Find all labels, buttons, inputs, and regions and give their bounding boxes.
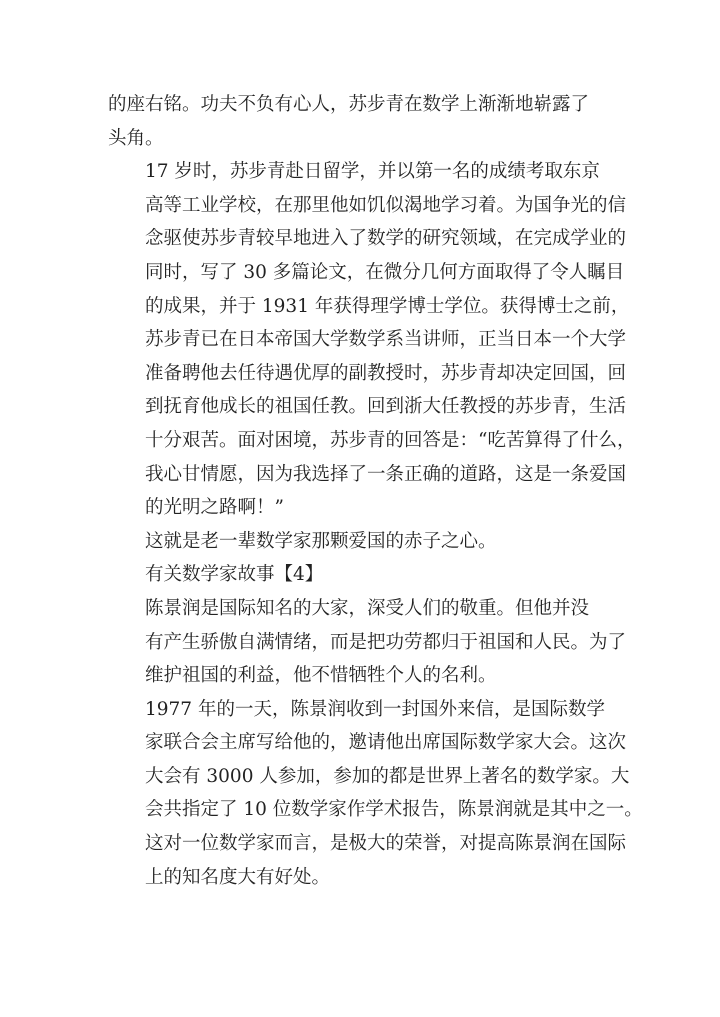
text-line: 到抚育他成长的祖国任教。回到浙大任教授的苏步青，生活 bbox=[145, 396, 627, 418]
text-line: 大会有 3000 人参加，参加的都是世界上著名的数学家。大 bbox=[145, 765, 630, 787]
text-line: 上的知名度大有好处。 bbox=[145, 866, 331, 888]
paragraph-p6 bbox=[108, 693, 643, 895]
paragraph-p1 bbox=[108, 88, 628, 155]
paragraph-p5 bbox=[108, 592, 628, 693]
text-line: 1977 年的一天，陈景润收到一封国外来信，是国际数学 bbox=[145, 698, 605, 720]
paragraph-p2 bbox=[108, 155, 636, 525]
text-line: 维护祖国的利益，他不惜牺牲个人的名利。 bbox=[145, 665, 497, 687]
text-line: 这就是老一辈数学家那颗爱国的赤子之心。 bbox=[145, 530, 497, 552]
text-line: 17 岁时，苏步青赴日留学，并以第一名的成绩考取东京 bbox=[145, 161, 600, 183]
text-line: 头角。 bbox=[108, 127, 164, 149]
paragraph-p3 bbox=[108, 525, 628, 559]
text-line: 的成果，并于 1931 年获得理学博士学位。获得博士之前， bbox=[145, 295, 630, 317]
text-line: 十分艰苦。面对困境，苏步青的回答是：“吃苦算得了什么， bbox=[145, 429, 636, 451]
paragraph-p4 bbox=[108, 558, 628, 592]
text-line: 高等工业学校，在那里他如饥似渴地学习着。为国争光的信 bbox=[145, 194, 627, 216]
text-line: 的光明之路啊！” bbox=[145, 497, 284, 519]
text-line: 我心甘情愿，因为我选择了一条正确的道路，这是一条爱国 bbox=[145, 463, 627, 485]
text-line: 的座右铭。功夫不负有心人，苏步青在数学上渐渐地崭露了 bbox=[108, 94, 590, 115]
text-line: 这对一位数学家而言，是极大的荣誉，对提高陈景润在国际 bbox=[145, 833, 627, 855]
text-line: 同时，写了 30 多篇论文，在微分几何方面取得了令人瞩目 bbox=[145, 261, 625, 283]
text-line: 念驱使苏步青较早地进入了数学的研究领域，在完成学业的 bbox=[145, 228, 627, 250]
text-line: 陈景润是国际知名的大家，深受人们的敬重。但他并没 bbox=[145, 597, 590, 619]
text-line: 准备聘他去任待遇优厚的副教授时，苏步青却决定回国，回 bbox=[145, 362, 627, 384]
text-line: 有关数学家故事【4】 bbox=[145, 564, 324, 586]
body-text bbox=[108, 88, 643, 894]
text-line: 有产生骄傲自满情绪，而是把功劳都归于祖国和人民。为了 bbox=[145, 631, 627, 653]
text-line: 会共指定了 10 位数学家作学术报告，陈景润就是其中之一。 bbox=[145, 799, 643, 821]
text-line: 家联合会主席写给他的，邀请他出席国际数学家大会。这次 bbox=[145, 732, 627, 754]
text-line: 苏步青已在日本帝国大学数学系当讲师，正当日本一个大学 bbox=[145, 329, 627, 351]
